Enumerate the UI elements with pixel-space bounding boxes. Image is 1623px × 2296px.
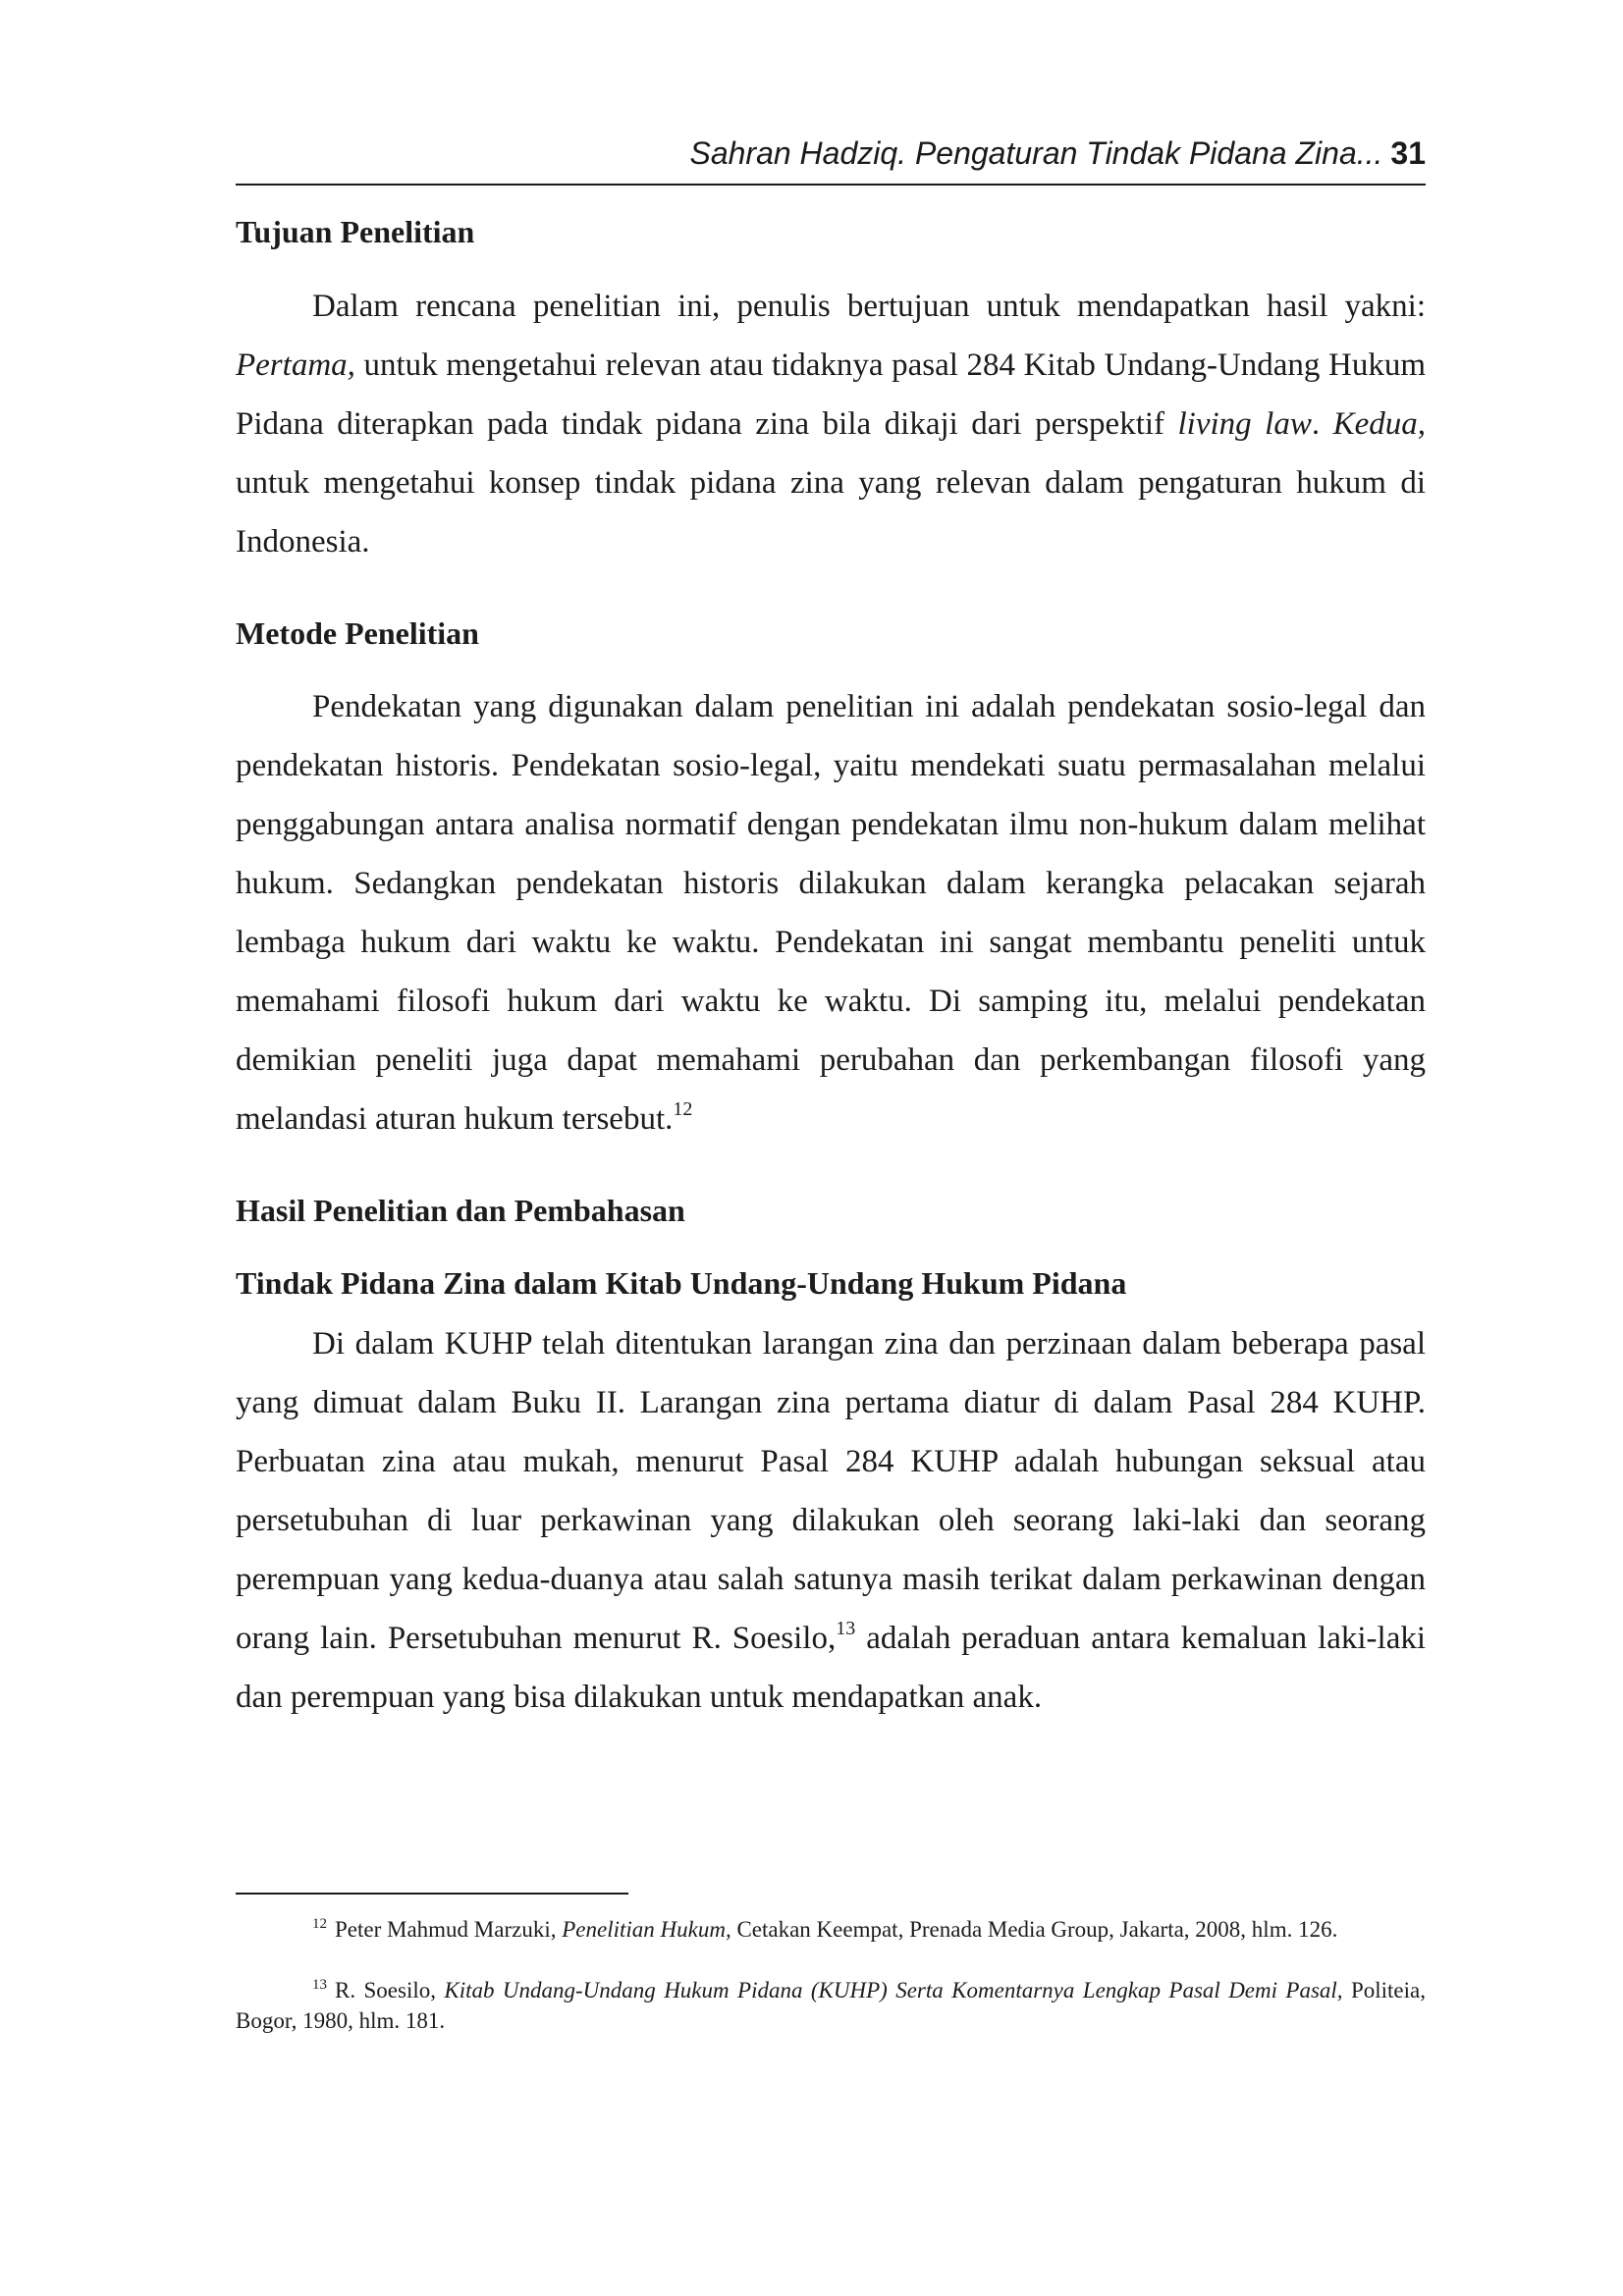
paragraph-hasil xyxy=(236,1314,1426,1727)
text-run: . xyxy=(1311,406,1333,442)
heading-metode-penelitian: Metode Penelitian xyxy=(236,615,479,651)
heading-tujuan-penelitian: Tujuan Penelitian xyxy=(236,214,475,249)
page-number: 31 xyxy=(1390,135,1426,171)
text-run: Politeia, Bogor, 1980, hlm. 181. xyxy=(236,1978,1426,2033)
text-run: Cetakan Keempat, Prenada Media Group, Jakarta, 2008, hlm. 126. xyxy=(730,1917,1338,1942)
heading-hasil-penelitian: Hasil Penelitian dan Pembahasan xyxy=(236,1193,685,1228)
document-page xyxy=(236,0,1426,2296)
emphasis-kedua: Kedua, xyxy=(1332,406,1426,442)
footnote-ref-12[interactable]: 12 xyxy=(673,1098,693,1120)
footnote-13 xyxy=(236,1975,1426,2036)
text-run: Di dalam KUHP telah ditentukan larangan zina dan perzinaan dalam beberapa pasal yang dimuat dalam Buku II. Larangan zina pertama diatur di dalam Pasal 284 KUHP. Perbuatan zina atau mukah, menurut Pasal 284 KUHP adalah hubungan seksual atau persetubuhan di luar perkawinan yang dilakukan oleh seorang laki-laki dan seorang perempuan yang kedua-duanya atau salah satunya masih terikat dalam perkawinan dengan orang lain. Persetubuhan menurut R. Soesilo, xyxy=(236,1326,1426,1656)
paragraph-tujuan xyxy=(236,277,1426,571)
paragraph-metode xyxy=(236,677,1426,1148)
footnote-number: 12 xyxy=(312,1916,327,1932)
footnote-number: 13 xyxy=(312,1977,327,1993)
running-header xyxy=(236,133,1426,173)
text-run: Peter Mahmud Marzuki, xyxy=(335,1917,563,1942)
emphasis-pertama: Pertama, xyxy=(236,347,355,383)
citation-title: Penelitian Hukum, xyxy=(562,1917,731,1942)
running-title: Sahran Hadziq. Pengaturan Tindak Pidana Zina... xyxy=(689,135,1383,171)
text-run: untuk mengetahui konsep tindak pidana zina yang relevan dalam pengaturan hukum di Indonesia. xyxy=(236,465,1426,560)
header-rule xyxy=(236,184,1426,186)
citation-title: Kitab Undang-Undang Hukum Pidana (KUHP) Serta Komentarnya Lengkap Pasal Demi Pasal, xyxy=(444,1978,1343,2002)
text-run: R. Soesilo, xyxy=(335,1978,445,2002)
text-run: untuk mengetahui relevan atau tidaknya pasal 284 Kitab Undang-Undang Hukum Pidana diterapkan pada tindak pidana zina bila dikaji dari perspektif xyxy=(236,347,1426,442)
text-run: adalah peraduan antara kemaluan laki-laki dan perempuan yang bisa dilakukan untuk mendapatkan anak. xyxy=(236,1621,1427,1715)
footnote-separator xyxy=(236,1893,628,1895)
footnote-ref-13[interactable]: 13 xyxy=(836,1618,856,1639)
footnote-12 xyxy=(236,1914,1426,1945)
emphasis-living-law: living law xyxy=(1177,406,1312,442)
subheading-tindak-pidana-zina: Tindak Pidana Zina dalam Kitab Undang-Undang Hukum Pidana xyxy=(236,1265,1127,1301)
text-run: Dalam rencana penelitian ini, penulis bertujuan untuk mendapatkan hasil yakni: xyxy=(312,289,1426,324)
text-run: Pendekatan yang digunakan dalam penelitian ini adalah pendekatan sosio-legal dan pendekatan historis. Pendekatan sosio-legal, yaitu mendekati suatu permasalahan melalui penggabungan antara analisa normatif dengan pendekatan ilmu non-hukum dalam melihat hukum. Sedangkan pendekatan historis dilakukan dalam kerangka pelacakan sejarah lembaga hukum dari waktu ke waktu. Pendekatan ini sangat membantu peneliti untuk memahami filosofi hukum dari waktu ke waktu. Di samping itu, melalui pendekatan demikian peneliti juga dapat memahami perubahan dan perkembangan filosofi yang melandasi aturan hukum tersebut. xyxy=(236,689,1426,1137)
